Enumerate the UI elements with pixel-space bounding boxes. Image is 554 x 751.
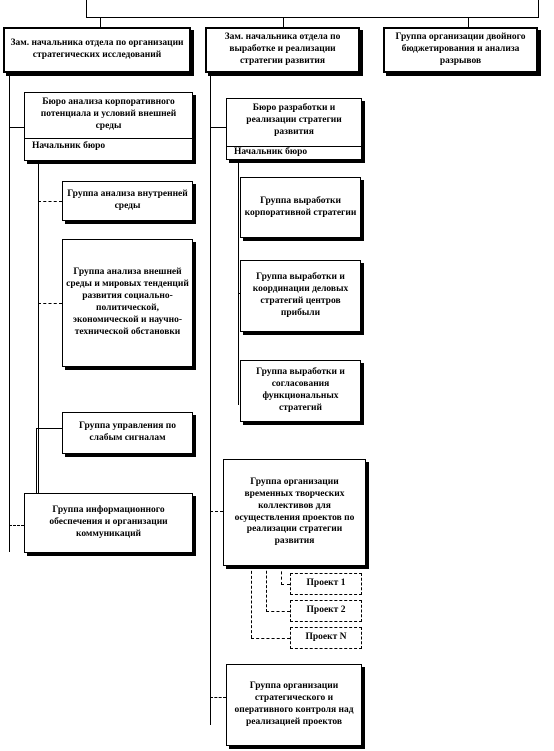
projects-link-3 xyxy=(251,638,290,639)
link-external-environment xyxy=(38,303,62,304)
link-internal-environment xyxy=(38,201,62,202)
bureau-strategy-development-label: Бюро разработки и реализации стратегии развития xyxy=(246,103,342,137)
projects-link-1 xyxy=(281,584,290,585)
bureau-corporate-potential-divider xyxy=(24,138,193,139)
group-functional-strategies xyxy=(240,360,361,422)
group-information-support xyxy=(24,493,193,553)
dual-budgeting-group xyxy=(383,27,538,73)
deputy-head-strategy-development-label: Зам. начальника отдела по выработке и реализации стратегии развития xyxy=(224,32,341,66)
projects-spine-2 xyxy=(266,566,267,612)
group-external-environment-label: Группа анализа внешней среды и мировых тенденций развития социально-политической, экономической и научно-технической обстановки xyxy=(66,267,189,337)
project-2-label: Проект 2 xyxy=(306,605,346,616)
left-spine-outer xyxy=(9,75,10,552)
top-connector-drop-2 xyxy=(538,0,539,17)
group-internal-environment xyxy=(62,181,193,221)
deputy-head-strategic-research xyxy=(3,27,191,73)
group-weak-signals-label: Группа управления по слабым сигналам xyxy=(79,421,176,443)
project-n-label: Проект N xyxy=(305,632,347,643)
group-corporate-strategy xyxy=(240,177,361,238)
group-functional-strategies-label: Группа выработки и согласования функциональных стратегий xyxy=(256,367,345,413)
projects-spine-3 xyxy=(281,566,282,585)
left-bureau-link xyxy=(9,127,24,128)
group-temporary-teams-label: Группа организации временных творческих коллективов для осуществления проектов по реализации стратегии развития xyxy=(234,476,355,547)
group-external-environment xyxy=(62,239,193,367)
project-1 xyxy=(290,573,362,595)
link-strategic-control xyxy=(210,697,226,698)
bureau-corporate-potential-head: Начальник бюро xyxy=(32,141,106,151)
top-connector-drop-1 xyxy=(86,0,87,17)
link-information-support xyxy=(9,525,24,526)
deputy-head-strategy-development xyxy=(205,27,360,73)
middle-spine-outer xyxy=(210,75,211,725)
group-business-strategies xyxy=(240,260,361,332)
middle-spine-inner xyxy=(238,160,239,405)
project-1-label: Проект 1 xyxy=(306,578,346,589)
project-n xyxy=(290,627,362,649)
group-temporary-teams xyxy=(223,459,366,566)
top-connector-drop-3 xyxy=(100,17,101,27)
middle-bureau-link xyxy=(210,127,226,128)
bureau-corporate-potential-label: Бюро анализа корпоративного потенциала и условий внешней среды xyxy=(40,97,177,131)
group-information-support-label: Группа информационного обеспечения и организации коммуникаций xyxy=(49,505,168,539)
group-business-strategies-label: Группа выработки и координации деловых стратегий центров прибыли xyxy=(252,272,349,318)
deputy-head-strategic-research-label: Зам. начальника отдела по организации стратегических исследований xyxy=(10,38,184,60)
dual-budgeting-group-label: Группа организации двойного бюджетирования и анализа разрывов xyxy=(395,32,526,66)
projects-spine-1 xyxy=(251,566,252,638)
group-strategic-control-label: Группа организации стратегического и оперативного контроля над реализацией проектов xyxy=(234,681,354,727)
project-2 xyxy=(290,600,362,622)
group-internal-environment-label: Группа анализа внутренней среды xyxy=(67,189,188,211)
link-temporary-teams xyxy=(210,511,223,512)
link-business-strategies xyxy=(238,293,240,294)
group-weak-signals xyxy=(62,412,193,454)
top-connector-drop-4 xyxy=(283,17,284,27)
link-weak-signals xyxy=(36,428,62,429)
top-connector xyxy=(86,17,539,18)
group-strategic-control xyxy=(226,664,362,746)
projects-link-2 xyxy=(266,611,290,612)
top-connector-drop-5 xyxy=(468,17,469,27)
group-corporate-strategy-label: Группа выработки корпоративной стратегии xyxy=(244,195,357,218)
bureau-strategy-development-head: Начальник бюро xyxy=(234,147,308,157)
